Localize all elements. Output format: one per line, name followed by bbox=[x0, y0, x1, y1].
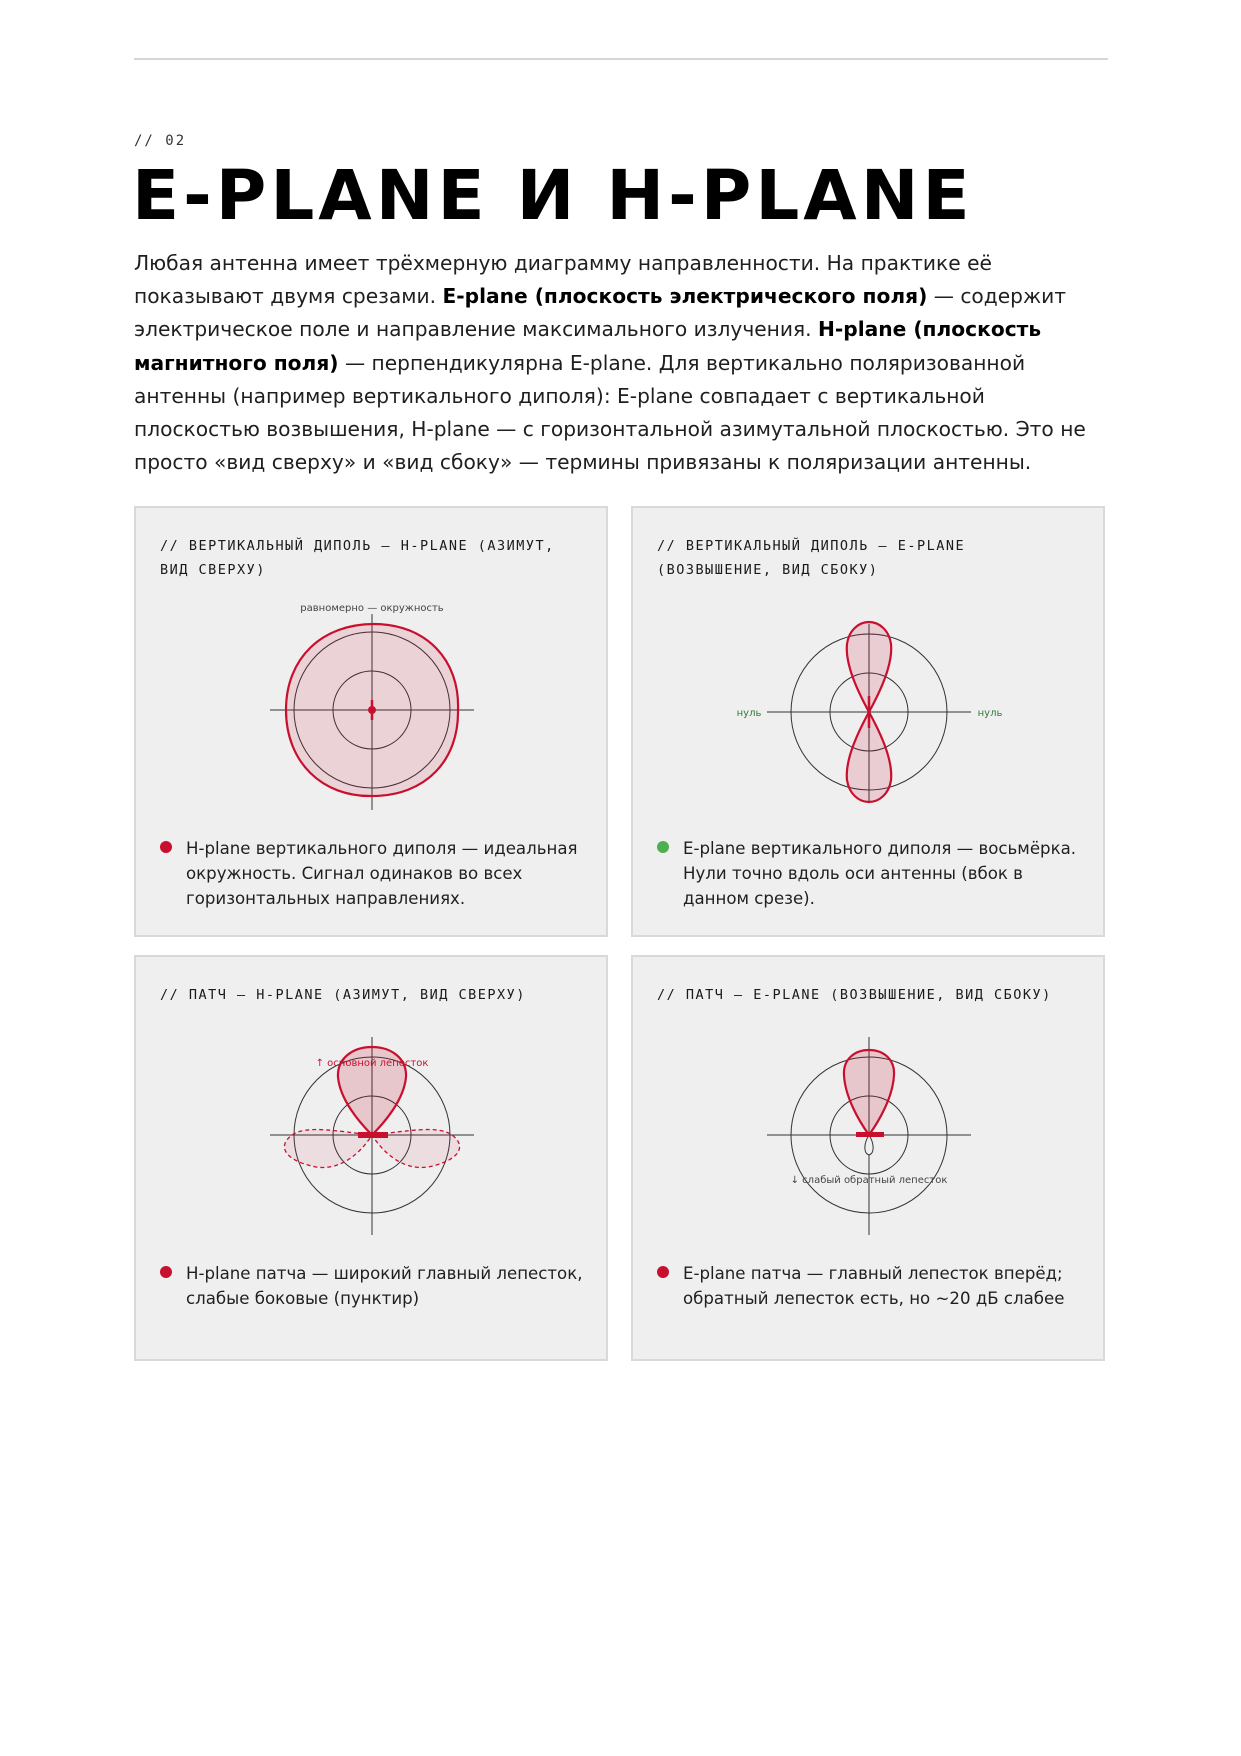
card-caption bbox=[657, 836, 1087, 911]
card-dipole-hplane bbox=[134, 506, 608, 937]
top-divider bbox=[134, 58, 1108, 60]
card-caption bbox=[160, 1261, 590, 1311]
patch-element bbox=[358, 1132, 388, 1138]
page-title: E-PLANE И H-PLANE bbox=[132, 156, 974, 236]
caption-text: H-plane вертикального диполя — идеальная окружность. Сигнал одинаков во всех горизонтальных направлениях. bbox=[186, 839, 578, 908]
caption-text: H-plane патча — широкий главный лепесток, слабые боковые (пунктир) bbox=[186, 1264, 583, 1308]
card-label: // ПАТЧ — E-PLANE (ВОЗВЫШЕНИЕ, ВИД СБОКУ) bbox=[657, 987, 1052, 1003]
dipole-center bbox=[368, 706, 376, 714]
intro-bold-hplane: H-plane (плоскость магнитного поля) bbox=[134, 317, 1042, 375]
dipole-eplane-diagram bbox=[633, 600, 1103, 820]
annotation-main-lobe: ↑ основной лепесток bbox=[315, 1058, 429, 1069]
caption-text: E-plane вертикального диполя — восьмёрка. Нули точно вдоль оси антенны (вбок в данном срезе). bbox=[683, 839, 1077, 908]
card-caption bbox=[160, 836, 590, 911]
intro-text-1: Любая антенна имеет трёхмерную диаграмму направленности. На практике её показывают двумя срезами. bbox=[134, 251, 992, 309]
bullet-dot bbox=[657, 841, 669, 853]
annotation-null-left: нуль bbox=[736, 708, 762, 719]
intro-text-3: — перпендикулярна E-plane. Для вертикально поляризованной антенны (например вертикального диполя): E-plane совпадает с вертикальной плоскостью возвышения, H-plane — с горизонтальной азимутальной плоскостью. Это не просто «вид сверху» и «вид сбоку» — термины привязаны к поляризации антенны. bbox=[134, 350, 1086, 475]
section-number: // 02 bbox=[134, 133, 187, 149]
main-lobe bbox=[844, 1050, 894, 1135]
card-caption bbox=[657, 1261, 1087, 1311]
dipole-hplane-diagram bbox=[136, 600, 606, 810]
patch-eplane-diagram bbox=[633, 1033, 1103, 1273]
card-patch-eplane bbox=[631, 955, 1105, 1361]
intro-paragraph bbox=[134, 247, 1109, 479]
card-label: // ВЕРТИКАЛЬНЫЙ ДИПОЛЬ — E-PLANE (ВОЗВЫШЕНИЕ, ВИД СБОКУ) bbox=[657, 538, 966, 578]
intro-bold-eplane: E-plane (плоскость электрического поля) bbox=[442, 284, 928, 309]
caption-text: E-plane патча — главный лепесток вперёд; обратный лепесток есть, но ~20 дБ слабее bbox=[683, 1264, 1065, 1308]
intro-text-2: — содержит электрическое поле и направление максимального излучения. bbox=[134, 284, 1067, 342]
card-patch-hplane bbox=[134, 955, 608, 1361]
patch-hplane-diagram bbox=[136, 1033, 606, 1273]
annotation-uniform: равномерно — окружность bbox=[300, 603, 444, 614]
back-lobe bbox=[865, 1135, 873, 1155]
bullet-dot bbox=[657, 1266, 669, 1278]
patch-element bbox=[856, 1132, 884, 1137]
card-dipole-eplane bbox=[631, 506, 1105, 937]
card-label: // ПАТЧ — H-PLANE (АЗИМУТ, ВИД СВЕРХУ) bbox=[160, 987, 526, 1003]
bullet-dot bbox=[160, 1266, 172, 1278]
annotation-back-lobe: ↓ слабый обратный лепесток bbox=[790, 1175, 948, 1186]
annotation-null-right: нуль bbox=[977, 708, 1003, 719]
bullet-dot bbox=[160, 841, 172, 853]
card-label: // ВЕРТИКАЛЬНЫЙ ДИПОЛЬ — H-PLANE (АЗИМУТ, ВИД СВЕРХУ) bbox=[160, 538, 555, 578]
